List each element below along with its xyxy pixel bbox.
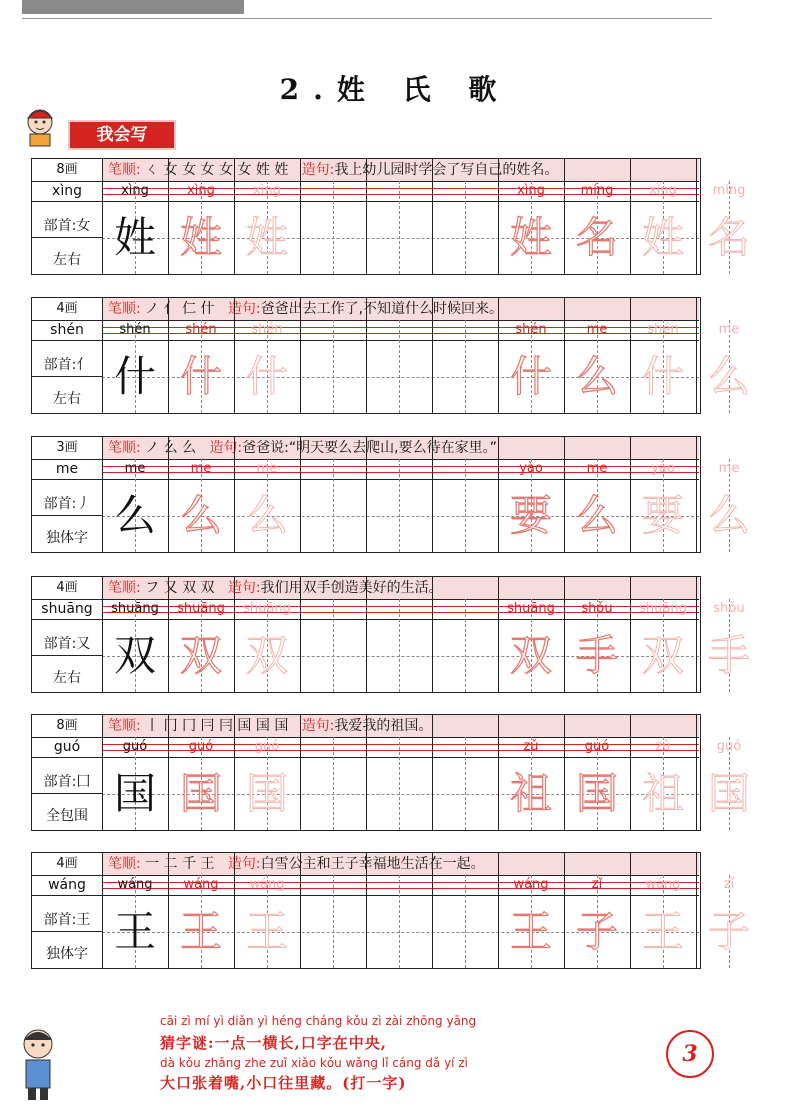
cell-pinyin: zǔ [655, 739, 671, 754]
practice-character: 什 [179, 352, 222, 401]
practice-character: 姓 [113, 213, 156, 262]
page-title: 2.姓 氏 歌 [279, 73, 511, 106]
cell-pinyin: me [586, 461, 608, 476]
practice-character [432, 759, 498, 829]
practice-character: 么 [707, 491, 750, 540]
practice-character: 王 [641, 907, 684, 956]
cell-pinyin: wáng [117, 877, 153, 892]
practice-character: 么 [575, 491, 618, 540]
cell-pinyin: shǒu [581, 601, 613, 616]
stroke-order-label: 笔顺: [108, 440, 141, 456]
practice-character: 姓 [641, 213, 684, 262]
header-rule [22, 18, 712, 19]
example-sentence: 爸爸出去工作了,不知道什么时候回来。 [260, 301, 504, 317]
practice-character: 手 [575, 631, 618, 680]
practice-character: 双 [245, 631, 288, 680]
sentence-label: 造句: [227, 580, 261, 596]
cell-pinyin: wáng [513, 877, 549, 892]
sentence-label: 造句: [227, 301, 261, 317]
cell-pinyin: shuāng [243, 601, 291, 616]
character-card [31, 297, 750, 414]
stroke-count: 4画 [32, 577, 103, 599]
stroke-count: 3画 [32, 437, 103, 459]
cell-pinyin: yào [519, 461, 543, 476]
practice-character: 要 [641, 491, 684, 540]
practice-character: 国 [575, 769, 618, 818]
example-sentence: 白雪公主和王子幸福地生活在一起。 [260, 856, 485, 872]
practice-character [366, 897, 432, 967]
practice-character: 国 [707, 769, 750, 818]
practice-character [300, 203, 366, 273]
card-header-text [108, 577, 443, 599]
example-sentence: 我上幼儿园时学会了写自己的姓名。 [334, 162, 559, 178]
section-badge: 我会写 [68, 120, 176, 150]
cell-pinyin: xìng [517, 183, 545, 198]
cell-pinyin: shuāng [111, 601, 159, 616]
stroke-order-label: 笔顺: [108, 718, 141, 734]
cell-pinyin: guó [584, 739, 610, 754]
cell-pinyin: xìng [253, 183, 281, 198]
cell-pinyin: xìng [187, 183, 215, 198]
sentence-label: 造句: [301, 718, 335, 734]
cell-pinyin: zǐ [591, 877, 603, 892]
cell-pinyin: shuāng [639, 601, 687, 616]
practice-character [432, 897, 498, 967]
cell-pinyin: me [190, 461, 212, 476]
header-dark-strip [22, 0, 244, 14]
structure-label: 左右 [53, 252, 81, 268]
sentence-label: 造句: [209, 440, 243, 456]
practice-character: 么 [245, 491, 288, 540]
practice-character [300, 759, 366, 829]
riddle-pinyin-1: cāi zì mí yì diǎn yì héng cháng kǒu zì zài zhōng yāng [160, 1014, 477, 1028]
practice-character: 王 [179, 907, 222, 956]
practice-character: 王 [113, 907, 156, 956]
radical-label: 部首:王 [43, 912, 91, 928]
cell-pinyin: me [586, 322, 608, 337]
cell-pinyin: me [124, 461, 146, 476]
cell-pinyin: guó [254, 739, 280, 754]
practice-character [300, 342, 366, 412]
practice-character [366, 481, 432, 551]
practice-character: 祖 [509, 769, 552, 818]
stroke-order: ノ 亻 仁 什 [145, 301, 215, 317]
cell-pinyin: shén [647, 322, 679, 337]
cell-pinyin: guó [122, 739, 148, 754]
cell-pinyin: wáng [183, 877, 219, 892]
card-header-text [108, 159, 558, 181]
practice-character: 什 [509, 352, 552, 401]
practice-character [432, 342, 498, 412]
character-card [31, 576, 750, 693]
cell-pinyin: guó [716, 739, 742, 754]
practice-character: 双 [509, 631, 552, 680]
cell-pinyin: me [256, 461, 278, 476]
practice-character: 祖 [641, 769, 684, 818]
cell-pinyin: zǔ [523, 739, 539, 754]
practice-character: 什 [113, 352, 156, 401]
character-card [31, 158, 750, 275]
riddle-pinyin-2: dà kǒu zhāng zhe zuǐ xiǎo kǒu wǎng lǐ cáng dǎ yí zì [160, 1056, 468, 1070]
stroke-count: 4画 [32, 853, 103, 875]
pinyin-label: guó [53, 739, 81, 755]
stroke-order: ㄑ 女 女 女 女 女 姓 姓 [145, 162, 289, 178]
practice-character: 什 [245, 352, 288, 401]
cell-pinyin: shén [185, 322, 217, 337]
practice-character [366, 759, 432, 829]
mascot-icon [18, 104, 64, 148]
radical-label: 部首:又 [43, 636, 91, 652]
character-card [31, 852, 750, 969]
cell-pinyin: shén [251, 322, 283, 337]
pinyin-label: shuāng [41, 601, 93, 617]
cell-pinyin: shuāng [507, 601, 555, 616]
radical-label: 部首:囗 [43, 774, 91, 790]
pinyin-label: shén [50, 322, 84, 338]
top-header-bar [0, 0, 790, 20]
stroke-order: フ 又 双 双 [145, 580, 215, 596]
radical-label: 部首:丿 [43, 496, 91, 512]
example-sentence: 我爱我的祖国。 [334, 718, 433, 734]
cell-pinyin: xìng [121, 183, 149, 198]
stroke-count: 8画 [32, 159, 103, 181]
cell-pinyin: guó [188, 739, 214, 754]
radical-label: 部首:女 [43, 218, 91, 234]
card-header-text [108, 715, 432, 737]
practice-character: 国 [179, 769, 222, 818]
cell-pinyin: me [718, 461, 740, 476]
character-card [31, 436, 750, 553]
practice-character: 要 [509, 491, 552, 540]
sentence-label: 造句: [301, 162, 335, 178]
practice-character [300, 897, 366, 967]
cell-pinyin: wáng [645, 877, 681, 892]
example-sentence: 我们用双手创造美好的生活。 [260, 580, 443, 596]
practice-character: 名 [575, 213, 618, 262]
practice-character [432, 621, 498, 691]
practice-character: 国 [113, 769, 156, 818]
stroke-order: 一 二 千 王 [145, 856, 215, 872]
example-sentence: 爸爸说:“明天要么去爬山,要么待在家里。” [242, 440, 497, 456]
stroke-count: 8画 [32, 715, 103, 737]
cell-pinyin: yào [651, 461, 675, 476]
stroke-order-label: 笔顺: [108, 301, 141, 317]
card-header-text [108, 437, 497, 459]
riddle-line-2: 大口张着嘴,小口往里藏。(打一字) [160, 1074, 407, 1092]
practice-character [366, 203, 432, 273]
card-header-text [108, 853, 485, 875]
practice-character [366, 621, 432, 691]
riddle-line-1: 猜字谜:一点一横长,口字在中央, [160, 1034, 387, 1052]
practice-character: 王 [509, 907, 552, 956]
cell-pinyin: míng [580, 183, 614, 198]
cell-pinyin: shén [515, 322, 547, 337]
practice-character [432, 481, 498, 551]
practice-character: 王 [245, 907, 288, 956]
practice-character: 姓 [245, 213, 288, 262]
cell-pinyin: shǒu [713, 601, 745, 616]
thinking-boy-icon [14, 1024, 64, 1104]
structure-label: 左右 [53, 670, 81, 686]
stroke-order: ノ 么 么 [145, 440, 197, 456]
structure-label: 全包围 [46, 808, 88, 824]
cell-pinyin: xìng [649, 183, 677, 198]
structure-label: 独体字 [46, 946, 88, 962]
practice-character: 么 [575, 352, 618, 401]
practice-character [432, 203, 498, 273]
practice-character: 手 [707, 631, 750, 680]
practice-character [300, 621, 366, 691]
structure-label: 左右 [53, 391, 81, 407]
practice-character [300, 481, 366, 551]
structure-label: 独体字 [46, 530, 88, 546]
practice-character [366, 342, 432, 412]
practice-character: 姓 [509, 213, 552, 262]
pinyin-label: me [55, 461, 79, 477]
practice-character: 么 [179, 491, 222, 540]
practice-character: 名 [707, 213, 750, 262]
cell-pinyin: wáng [249, 877, 285, 892]
character-card [31, 714, 750, 831]
practice-character: 子 [707, 907, 750, 956]
stroke-order-label: 笔顺: [108, 856, 141, 872]
cell-pinyin: shuāng [177, 601, 225, 616]
practice-character: 什 [641, 352, 684, 401]
practice-character: 子 [575, 907, 618, 956]
pinyin-label: xìng [52, 183, 82, 199]
practice-character: 国 [245, 769, 288, 818]
pinyin-label: wáng [48, 877, 86, 893]
practice-character: 么 [113, 491, 156, 540]
stroke-order: 丨 冂 冂 冃 冃 国 国 国 [145, 718, 289, 734]
practice-character: 么 [707, 352, 750, 401]
practice-character: 双 [179, 631, 222, 680]
practice-character: 姓 [179, 213, 222, 262]
cell-pinyin: míng [712, 183, 746, 198]
practice-character: 双 [113, 631, 156, 680]
page-number: 3 [666, 1030, 714, 1078]
practice-character: 双 [641, 631, 684, 680]
stroke-count: 4画 [32, 298, 103, 320]
cell-pinyin: zǐ [723, 877, 735, 892]
stroke-order-label: 笔顺: [108, 162, 141, 178]
stroke-order-label: 笔顺: [108, 580, 141, 596]
sentence-label: 造句: [227, 856, 261, 872]
cell-pinyin: me [718, 322, 740, 337]
radical-label: 部首:亻 [43, 357, 91, 373]
cell-pinyin: shén [119, 322, 151, 337]
